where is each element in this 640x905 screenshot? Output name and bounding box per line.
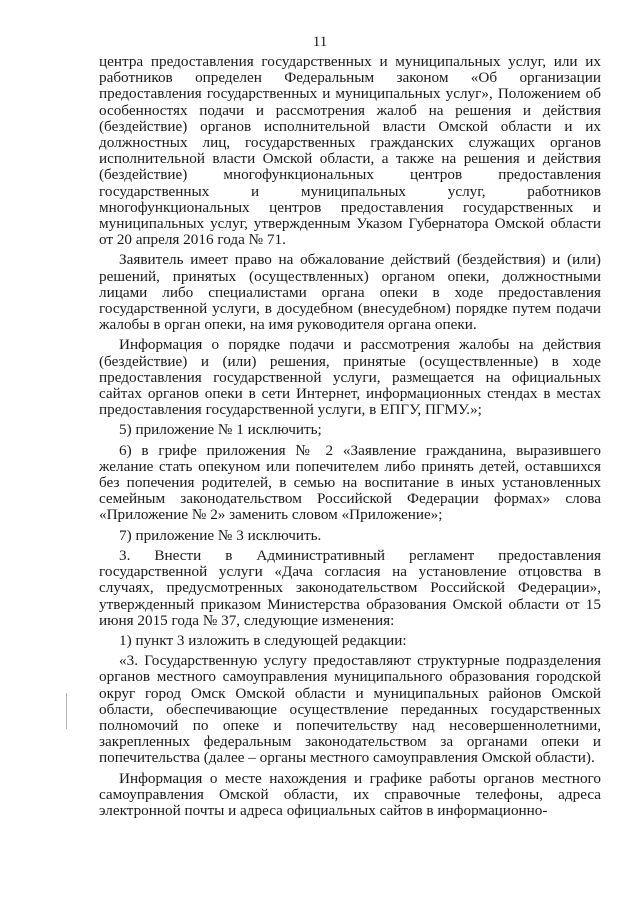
- paragraph-complaint-info: Информация о порядке подачи и рассмотрения жалобы на действия (бездействие) и (или) решения, принятые (осуществленные) в ходе предоставления государственной услуги, размещается на официальных сайтах органов опеки в сети Интернет, информационных стендах в местах предоставления государственной услуги, в ЕПГУ, ПГМУ.»;: [99, 336, 601, 419]
- list-item-7: 7) приложение № 3 исключить.: [119, 526, 322, 544]
- list-item-1: 1) пункт 3 изложить в следующей редакции:: [119, 631, 407, 649]
- paragraph-quoted-point-3: «3. Государственную услугу предоставляют структурные подразделения органов местного самоуправления муниципального образования городской округ город Омск Омской области и муниципальных районов Омской области, обеспечивающие осуществление переданных государственных полномочий по опеке и попечительству над несовершеннолетними, закрепленных федеральным законодательством за органами опеки и попечительства (далее – органы местного самоуправления Омской области).: [99, 652, 601, 767]
- paragraph-appeal-right: Заявитель имеет право на обжалование действий (бездействия) и (или) решений, принятых (осуществленных) органом опеки, должностными лицами либо специалистами органа опеки в ходе предоставления государственной услуги, в досудебном (внесудебном) порядке путем подачи жалобы в орган опеки, на имя руководителя органа опеки.: [99, 251, 601, 334]
- document-body: [99, 54, 601, 823]
- list-item-6: 6) в грифе приложения № 2 «Заявление гражданина, выразившего желание стать опекуном или попечителем либо принять детей, оставшихся без попечения родителей, в семью на воспитание в иных установленных семейным законодательством Российской Федерации формах» слова «Приложение № 2» заменить словом «Приложение»;: [99, 441, 601, 524]
- margin-mark: [66, 693, 67, 729]
- paragraph-location-info: Информация о месте нахождения и графике работы органов местного самоуправления Омской области, их справочные телефоны, адреса электронной почты и адреса официальных сайтов в информационно-: [99, 769, 601, 819]
- paragraph-continuation: центра предоставления государственных и муниципальных услуг, или их работников определен Федеральным законом «Об организации предоставления государственных и муниципальных услуг», Положением об особенностях подачи и рассмотрения жалоб на решения и действия (бездействие) органов исполнительной власти Омской области и их должностных лиц, государственных гражданских служащих органов исполнительной власти Омской области, а также на решения и действия (бездействие) многофункциональных центров предоставления государственных и муниципальных услуг, работников многофункциональных центров предоставления государственных и муниципальных услуг, утвержденным Указом Губернатора Омской области от 20 апреля 2016 года № 71.: [99, 53, 601, 249]
- paragraph-section-3: 3. Внести в Административный регламент предоставления государственной услуги «Дача согласия на установление отцовства в случаях, предусмотренных законодательством Российской Федерации», утвержденный приказом Министерства образования Омской области от 15 июня 2015 года № 37, следующие изменения:: [99, 546, 601, 629]
- list-item-5: 5) приложение № 1 исключить;: [119, 421, 322, 439]
- page-number: 11: [312, 34, 328, 50]
